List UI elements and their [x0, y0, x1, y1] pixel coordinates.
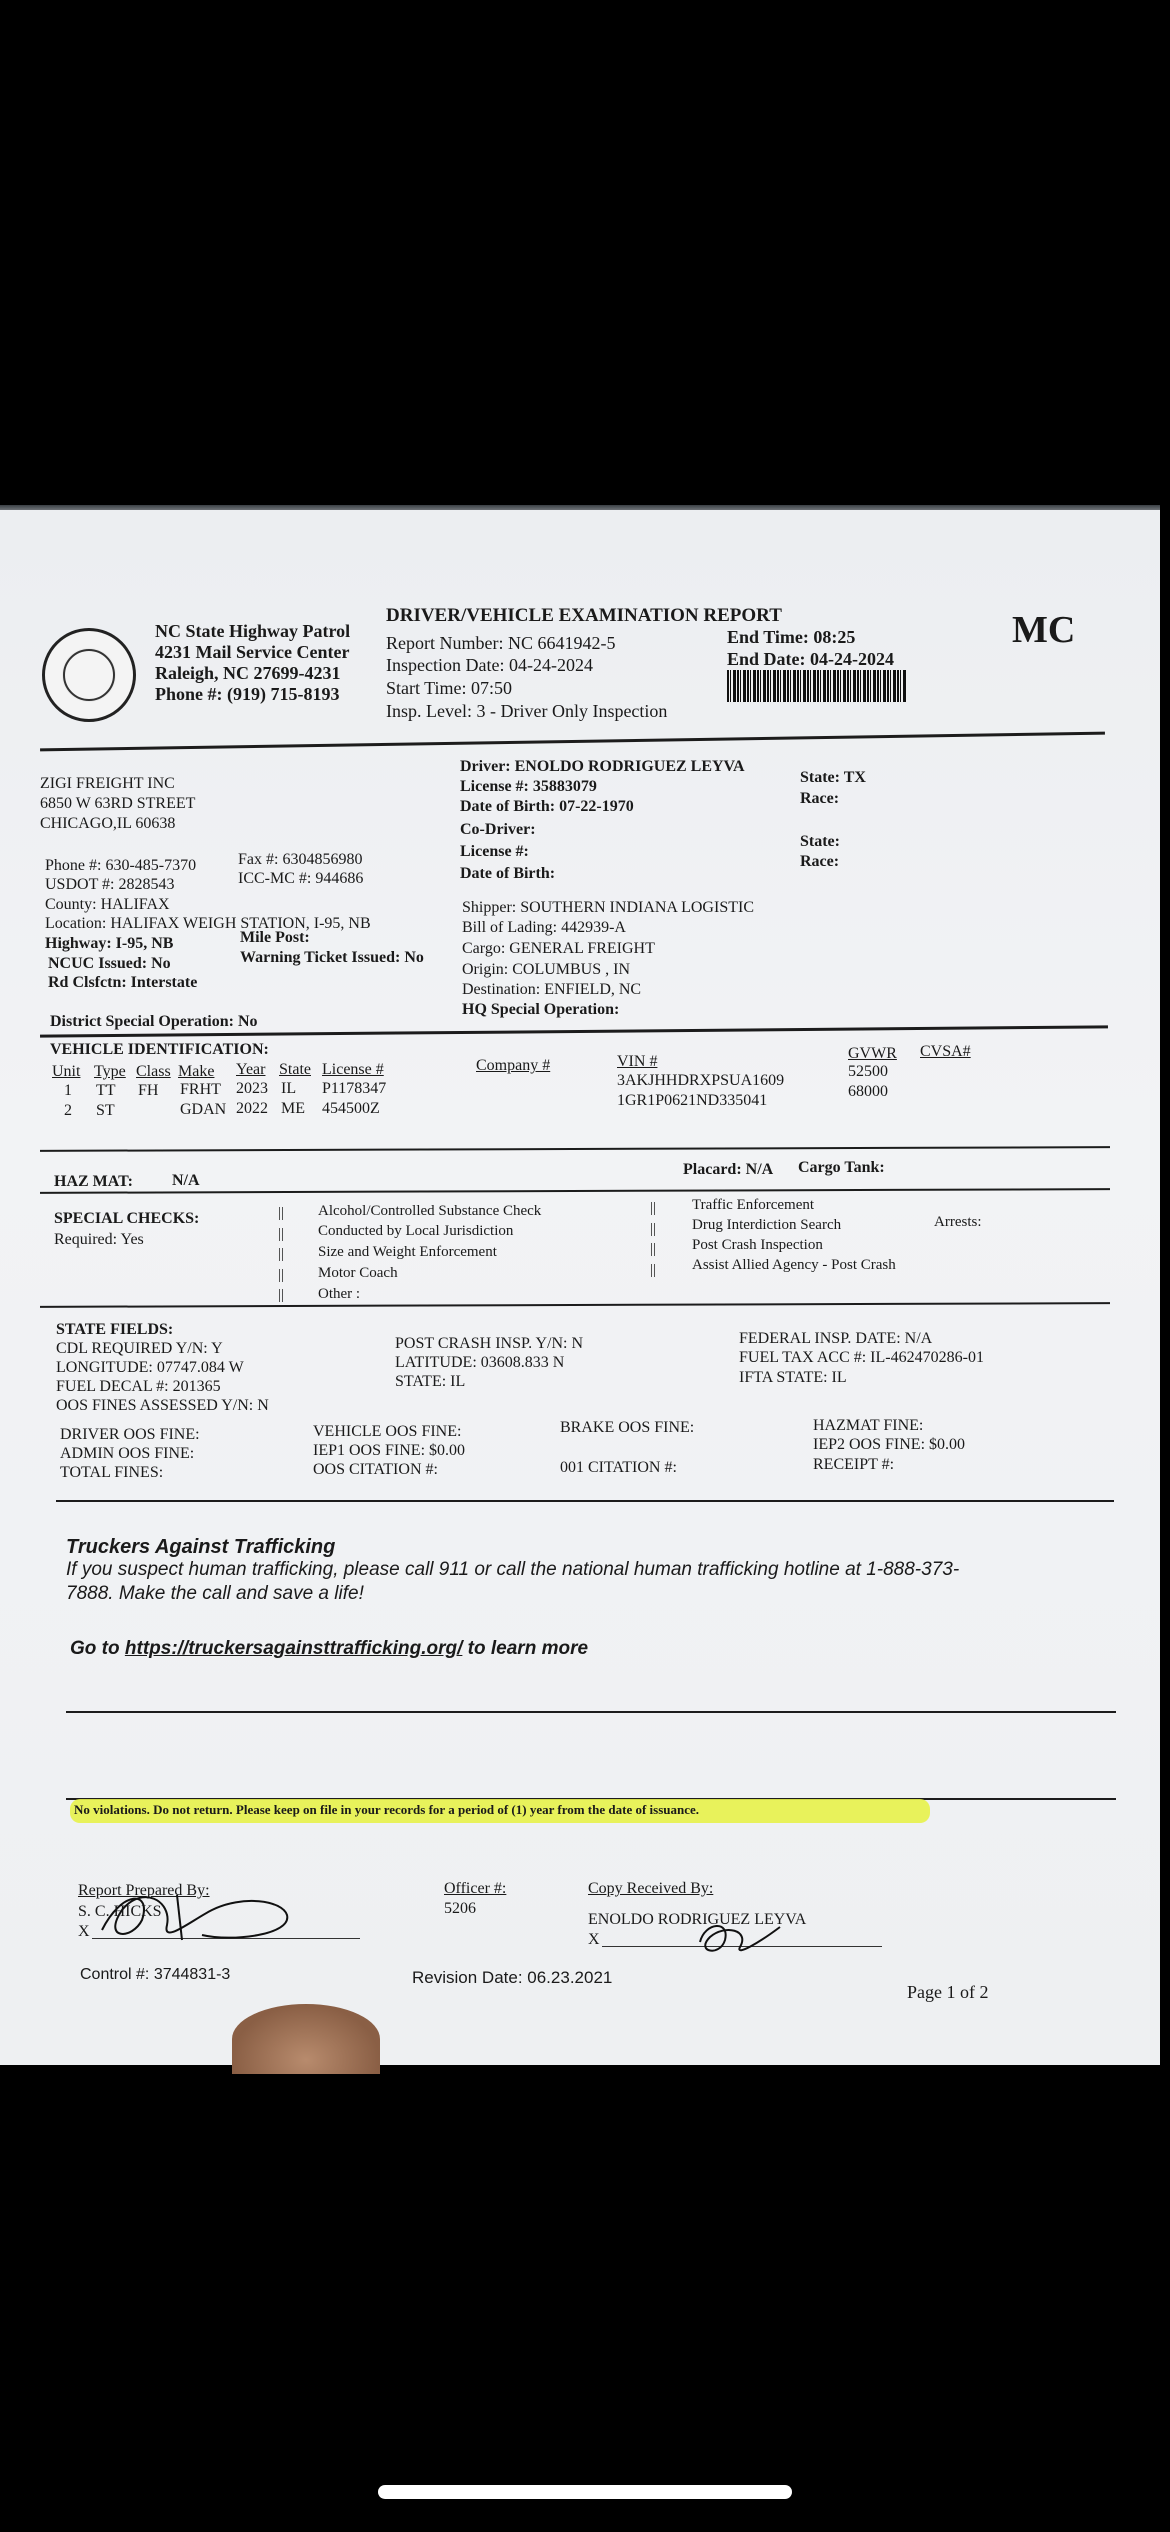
carrier-location: Location: HALIFAX WEIGH STATION, I-95, NB: [45, 915, 371, 932]
cargo: Cargo: GENERAL FREIGHT: [462, 940, 655, 957]
oos-fines-assessed: OOS FINES ASSESSED Y/N: N: [56, 1397, 269, 1414]
carrier-county: County: HALIFAX: [45, 896, 170, 913]
row2-state: ME: [281, 1100, 305, 1117]
driver-dob: Date of Birth: 07-22-1970: [460, 798, 634, 815]
co-driver-dob: Date of Birth:: [460, 865, 556, 882]
driver-race: Race:: [800, 790, 840, 807]
state: STATE: IL: [395, 1373, 466, 1390]
divider: [56, 1500, 1114, 1502]
arrests: Arrests:: [934, 1214, 982, 1230]
trafficking-line1: If you suspect human trafficking, please call 911 or call the national human trafficking hotline at 1-888-373-: [66, 1559, 960, 1580]
co-driver-race: Race:: [800, 853, 840, 870]
col-vin: VIN #: [617, 1053, 658, 1070]
page-number: Page 1 of 2: [907, 1982, 989, 2002]
federal-insp-date: FEDERAL INSP. DATE: N/A: [739, 1330, 933, 1347]
home-indicator[interactable]: [378, 2485, 792, 2499]
carrier-phone: Phone #: 630-485-7370: [45, 857, 197, 874]
col-make: Make: [178, 1063, 215, 1080]
carrier-mile-post: Mile Post:: [240, 929, 310, 946]
longitude: LONGITUDE: 07747.084 W: [56, 1359, 244, 1376]
col-class: Class: [136, 1063, 171, 1080]
prepared-by-name: S. C. HICKS: [78, 1903, 162, 1920]
oos-citation: OOS CITATION #:: [313, 1461, 438, 1478]
end-time: End Time: 08:25: [727, 627, 856, 647]
check-item: Assist Allied Agency - Post Crash: [692, 1257, 896, 1273]
thumb: [232, 2004, 380, 2074]
trafficking-line2: 7888. Make the call and save a life!: [66, 1583, 364, 1604]
co-driver-state: State:: [800, 833, 840, 850]
check-item: Drug Interdiction Search: [692, 1217, 842, 1233]
report-title: DRIVER/VEHICLE EXAMINATION REPORT: [386, 605, 782, 626]
carrier-iccmc: ICC-MC #: 944686: [238, 870, 364, 887]
vehicle-identification-title: VEHICLE IDENTIFICATION:: [50, 1041, 269, 1058]
row2-vin: 1GR1P0621ND335041: [617, 1092, 768, 1109]
co-driver: Co-Driver:: [460, 821, 536, 838]
fuel-tax-acc: FUEL TAX ACC #: IL-462470286-01: [739, 1349, 984, 1366]
check-separators: || || || ||: [650, 1200, 657, 1278]
mc-badge: MC: [1012, 609, 1076, 651]
check-item: Conducted by Local Jurisdiction: [318, 1223, 514, 1239]
agency-name: NC State Highway Patrol: [155, 621, 351, 641]
trafficking-link[interactable]: https://truckersagainsttrafficking.org/: [124, 1638, 463, 1659]
row1-license: P1178347: [322, 1080, 387, 1097]
inspection-report-page: [0, 510, 1160, 2065]
received-by-name: ENOLDO RODRIGUEZ LEYVA: [588, 1911, 807, 1928]
received-x: X: [588, 1931, 600, 1948]
total-fines: TOTAL FINES:: [60, 1464, 164, 1481]
inspection-date: Inspection Date: 04-24-2024: [386, 655, 593, 675]
col-unit: Unit: [52, 1063, 81, 1080]
prepared-by-label: Report Prepared By:: [78, 1882, 210, 1899]
row1-unit: 1: [64, 1082, 72, 1099]
no-violations-notice: No violations. Do not return. Please keep on file in your records for a period of (1) year from the date of issuance.: [74, 1802, 700, 1817]
driver-signature-icon: [680, 1912, 800, 1962]
fuel-decal: FUEL DECAL #: 201365: [56, 1378, 221, 1395]
destination: Destination: ENFIELD, NC: [462, 981, 642, 998]
admin-oos-fine: ADMIN OOS FINE:: [60, 1445, 195, 1462]
prepared-x: X: [78, 1923, 90, 1940]
hazmat-value: N/A: [172, 1172, 200, 1189]
received-by-label: Copy Received By:: [588, 1880, 714, 1897]
hq-special-operation: HQ Special Operation:: [462, 1001, 620, 1018]
latitude: LATITUDE: 03608.833 N: [395, 1354, 565, 1371]
start-time: Start Time: 07:50: [386, 678, 513, 698]
check-item: Post Crash Inspection: [692, 1237, 823, 1253]
iep2-oos-fine: IEP2 OOS FINE: $0.00: [813, 1436, 966, 1453]
report-number: Report Number: NC 6641942-5: [386, 633, 616, 653]
trafficking-go-to: Go to https://truckersagainsttrafficking.org/ to learn more: [70, 1638, 589, 1659]
check-item: Traffic Enforcement: [692, 1197, 815, 1213]
bill-of-lading: Bill of Lading: 442939-A: [462, 919, 626, 936]
trafficking-title: Truckers Against Trafficking: [66, 1536, 336, 1558]
revision-date: Revision Date: 06.23.2021: [412, 1968, 613, 1987]
hazmat-label: HAZ MAT:: [54, 1173, 133, 1190]
row2-license: 454500Z: [322, 1100, 380, 1117]
row2-unit: 2: [64, 1102, 72, 1119]
agency-address2: Raleigh, NC 27699-4231: [155, 663, 341, 683]
col-cvsa: CVSA#: [920, 1043, 971, 1060]
carrier-warning: Warning Ticket Issued: No: [240, 949, 424, 966]
agency-phone: Phone #: (919) 715-8193: [155, 684, 340, 704]
check-item: Alcohol/Controlled Substance Check: [318, 1203, 542, 1219]
placard: Placard: N/A: [683, 1161, 774, 1178]
iep1-oos-fine: IEP1 OOS FINE: $0.00: [313, 1442, 466, 1459]
vehicle-oos-fine: VEHICLE OOS FINE:: [313, 1423, 462, 1440]
carrier-rd-clsfctn: Rd Clsfctn: Interstate: [48, 974, 198, 991]
carrier-fax: Fax #: 6304856980: [238, 851, 363, 868]
carrier-city: CHICAGO,IL 60638: [40, 815, 176, 832]
divider: [66, 1711, 1116, 1713]
row1-class: FH: [138, 1082, 159, 1099]
citation-001: 001 CITATION #:: [560, 1459, 677, 1476]
check-separators: || || || || ||: [278, 1205, 285, 1303]
special-checks-required: Required: Yes: [54, 1231, 144, 1248]
driver-oos-fine: DRIVER OOS FINE:: [60, 1426, 200, 1443]
row2-make: GDAN: [180, 1101, 227, 1118]
receipt: RECEIPT #:: [813, 1456, 895, 1473]
control-number: Control #: 3744831-3: [80, 1966, 231, 1983]
row1-state: IL: [281, 1080, 297, 1097]
row2-gvwr: 68000: [848, 1083, 888, 1100]
officer-number: 5206: [444, 1900, 476, 1917]
special-checks-title: SPECIAL CHECKS:: [54, 1210, 200, 1227]
carrier-highway: Highway: I-95, NB: [45, 935, 174, 952]
driver-license: License #: 35883079: [460, 778, 597, 795]
ifta-state: IFTA STATE: IL: [739, 1369, 847, 1386]
end-date: End Date: 04-24-2024: [727, 649, 894, 669]
driver-state: State: TX: [800, 769, 866, 786]
driver-name: Driver: ENOLDO RODRIGUEZ LEYVA: [460, 758, 745, 775]
carrier-ncuc: NCUC Issued: No: [48, 955, 171, 972]
barcode: [727, 670, 907, 702]
check-item: Other :: [318, 1286, 361, 1302]
check-item: Motor Coach: [318, 1265, 398, 1281]
carrier-usdot: USDOT #: 2828543: [45, 876, 175, 893]
shipper: Shipper: SOUTHERN INDIANA LOGISTIC: [462, 899, 754, 916]
co-driver-license: License #:: [460, 843, 529, 860]
agency-address1: 4231 Mail Service Center: [155, 642, 350, 662]
check-item: Size and Weight Enforcement: [318, 1244, 497, 1260]
row2-type: ST: [96, 1102, 115, 1119]
col-license: License #: [322, 1061, 384, 1078]
state-fields-title: STATE FIELDS:: [56, 1321, 174, 1338]
state-seal-icon: [42, 628, 136, 722]
row1-gvwr: 52500: [848, 1063, 888, 1080]
col-company: Company #: [476, 1057, 551, 1074]
insp-level: Insp. Level: 3 - Driver Only Inspection: [386, 701, 668, 721]
col-gvwr: GVWR: [848, 1045, 897, 1062]
col-state: State: [279, 1061, 311, 1078]
carrier-street: 6850 W 63RD STREET: [40, 795, 196, 812]
row1-make: FRHT: [180, 1081, 221, 1098]
post-crash: POST CRASH INSP. Y/N: N: [395, 1335, 584, 1352]
row1-type: TT: [96, 1082, 116, 1099]
cargo-tank: Cargo Tank:: [798, 1159, 885, 1176]
officer-signature-icon: [82, 1880, 322, 1950]
origin: Origin: COLUMBUS , IN: [462, 961, 631, 978]
officer-label: Officer #:: [444, 1880, 507, 1897]
carrier-name: ZIGI FREIGHT INC: [40, 775, 175, 792]
hazmat-fine: HAZMAT FINE:: [813, 1417, 924, 1434]
row1-year: 2023: [236, 1080, 268, 1097]
col-type: Type: [94, 1063, 126, 1080]
col-year: Year: [236, 1061, 266, 1078]
district-special-operation: District Special Operation: No: [50, 1013, 258, 1030]
brake-oos-fine: BRAKE OOS FINE:: [560, 1419, 695, 1436]
cdl-required: CDL REQUIRED Y/N: Y: [56, 1340, 223, 1357]
row2-year: 2022: [236, 1100, 268, 1117]
row1-vin: 3AKJHHDRXPSUA1609: [617, 1072, 785, 1089]
